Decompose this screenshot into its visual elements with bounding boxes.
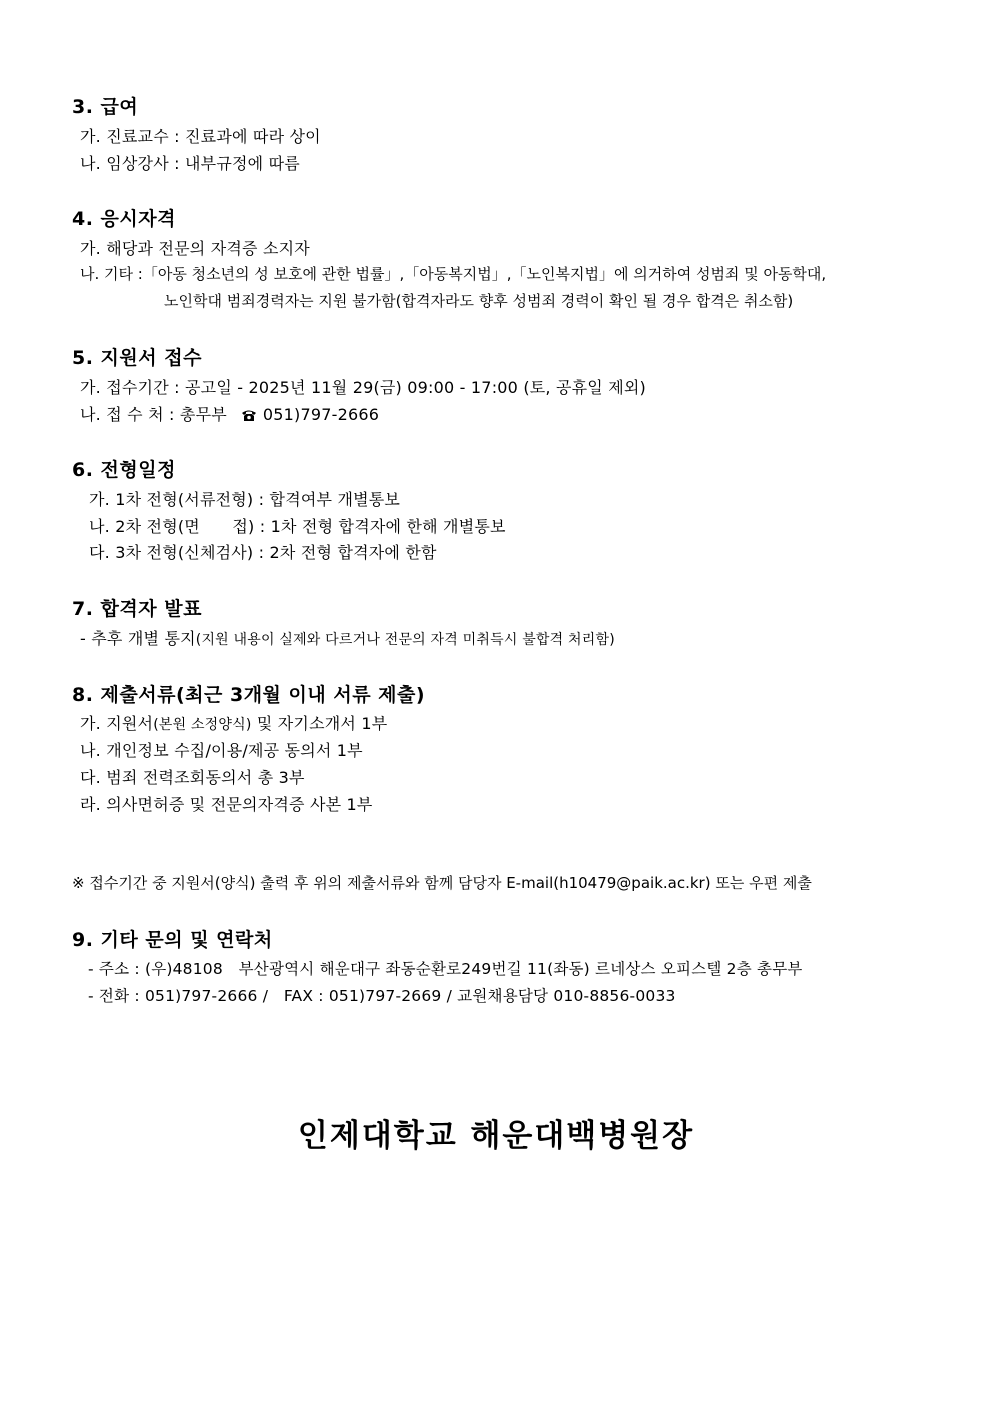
- s8-item-a-pre: 가. 지원서: [80, 714, 154, 733]
- s8-item-a-small: (본원 소정양식): [153, 717, 252, 733]
- s8-item-a-post: 및 자기소개서 1부: [251, 714, 388, 733]
- section-9-title: 9. 기타 문의 및 연락처: [72, 929, 273, 951]
- s8-item-a: [80, 711, 387, 734]
- section-7-title: 7. 합격자 발표: [72, 598, 202, 620]
- s4-item-b-line1: 나. 기타 :「아동 청소년의 성 보호에 관한 법률」,「아동복지법」,「노인복지법」에 의거하여 성범죄 및 아동학대,: [80, 265, 827, 283]
- s4-item-a: 가. 해당과 전문의 자격증 소지자: [80, 239, 310, 258]
- section-4-title: 4. 응시자격: [72, 208, 176, 230]
- s6-item-a: 가. 1차 전형(서류전형) : 합격여부 개별통보: [89, 490, 401, 509]
- s7-item-a: [80, 626, 615, 649]
- section-5-title: 5. 지원서 접수: [72, 347, 202, 369]
- s5-item-b: [80, 402, 379, 425]
- s5-phone: 051)797-2666: [262, 405, 380, 424]
- section-3-title: 3. 급여: [72, 96, 139, 118]
- telephone-icon: [241, 407, 257, 421]
- s8-item-c: 다. 범죄 전력조회동의서 총 3부: [80, 768, 305, 787]
- s9-address: - 주소 : (우)48108 부산광역시 해운대구 좌동순환로249번길 11(좌동) 르네상스 오피스텔 2층 총무부: [88, 960, 803, 978]
- submission-note: ※ 접수기간 중 지원서(양식) 출력 후 위의 제출서류와 함께 담당자 E-mail(h10479@paik.ac.kr) 또는 우편 제출: [72, 874, 812, 892]
- section-8-title: 8. 제출서류(최근 3개월 이내 서류 제출): [72, 684, 426, 706]
- s5-item-b-label: 나. 접 수 처 : 총무부: [80, 405, 227, 424]
- s8-item-b: 나. 개인정보 수집/이용/제공 동의서 1부: [80, 741, 363, 760]
- s6-item-c: 다. 3차 전형(신체검사) : 2차 전형 합격자에 한함: [89, 543, 437, 562]
- s5-item-a: 가. 접수기간 : 공고일 - 2025년 11월 29(금) 09:00 - 17:00 (토, 공휴일 제외): [80, 378, 647, 397]
- section-6-title: 6. 전형일정: [72, 459, 176, 481]
- s7-item-a-note: (지원 내용이 실제와 다르거나 전문의 자격 미취득시 불합격 처리함): [195, 632, 615, 648]
- s3-item-a: 가. 진료교수 : 진료과에 따라 상이: [80, 127, 321, 146]
- s4-item-b-line2: 노인학대 범죄경력자는 지원 불가함(합격자라도 향후 성범죄 경력이 확인 될 경우 합격은 취소함): [164, 292, 794, 310]
- s8-item-d: 라. 의사면허증 및 전문의자격증 사본 1부: [80, 795, 373, 814]
- s3-item-b: 나. 임상강사 : 내부규정에 따름: [80, 154, 300, 173]
- s9-phone-fax: - 전화 : 051)797-2666 / FAX : 051)797-2669 / 교원채용담당 010-8856-0033: [88, 987, 676, 1005]
- signature-hospital-director: 인제대학교 해운대백병원장: [297, 1118, 695, 1154]
- s7-item-a-main: - 추후 개별 통지: [80, 629, 196, 648]
- s6-item-b: 나. 2차 전형(면 접) : 1차 전형 합격자에 한해 개별통보: [89, 517, 506, 536]
